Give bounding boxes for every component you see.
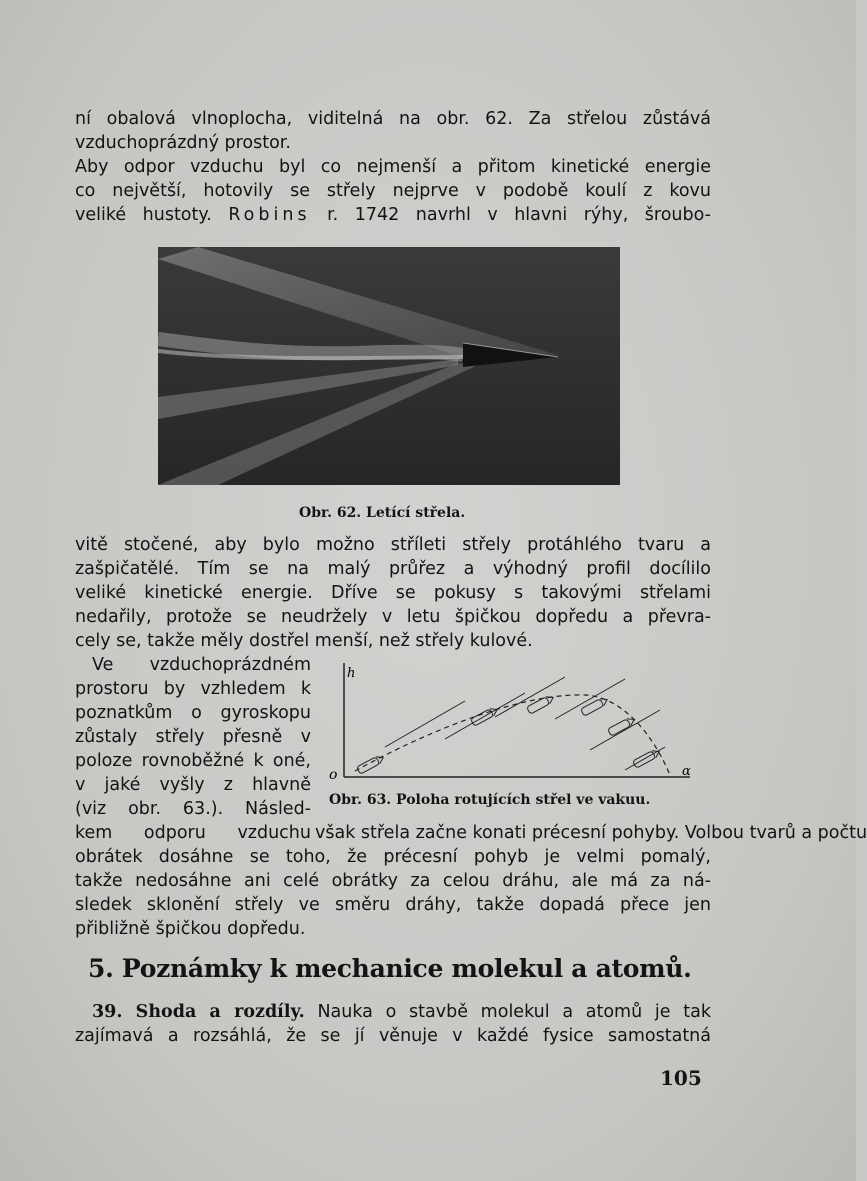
text-line: co největší, hotovily se střely nejprve v podobě koulí z kovu [75, 181, 711, 201]
text-line: vzduchoprázdný prostor. [75, 133, 291, 153]
text-line: ní obalová vlnoplocha, viditelná na obr. 62. Za střelou zůstává [75, 109, 711, 129]
text-fragment: Nauka o stavbě molekul a atomů je tak [317, 1002, 711, 1022]
text-line: cely se, takže měly dostřel menší, než střely kulové. [75, 631, 533, 651]
text-line: sledek sklonění střely ve směru dráhy, takže dopadá přece jen [75, 895, 711, 915]
page-number: 105 [660, 1066, 702, 1090]
bullet-photo-drawing [158, 247, 620, 485]
text-line: prostoru by vzhledem k [75, 679, 311, 699]
text-line [75, 203, 711, 227]
text-line: zašpičatělé. Tím se na malý průřez a výhodný profil docílilo [75, 559, 711, 579]
text-line: přibližně špičkou dopředu. [75, 919, 306, 939]
text-line: kem odporu vzduchu [75, 823, 311, 843]
figure-63-caption: Obr. 63. Poloha rotujících střel ve vakuu. [329, 792, 651, 808]
text-fragment: veliké hustoty. [75, 205, 212, 225]
text-line: zůstaly střely přesně v [75, 727, 311, 747]
text-line [92, 1000, 711, 1024]
paragraph-lead: 39. Shoda a rozdíly. [92, 1002, 305, 1022]
figure-62-caption: Obr. 62. Letící střela. [299, 505, 466, 521]
y-axis-label: h [347, 666, 356, 681]
text-line: veliké kinetické energie. Dříve se pokusy s takovými střelami [75, 583, 711, 603]
bullet-marks [357, 677, 665, 774]
text-line: nedařily, protože se neudržely v letu špičkou dopředu a převra- [75, 607, 711, 627]
text-line: Aby odpor vzduchu byl co nejmenší a přitom kinetické energie [75, 157, 711, 177]
text-line: poloze rovnoběžné k oné, [75, 751, 311, 771]
text-line: zajímavá a rozsáhlá, že se jí věnuje v každé fysice samostatná [75, 1026, 711, 1046]
text-line: poznatkům o gyroskopu [75, 703, 311, 723]
author-name: Robins [228, 205, 311, 225]
text-fragment: r. 1742 navrhl v hlavni rýhy, šroubo- [327, 205, 711, 225]
text-line: však střela začne konati précesní pohyby. Volbou tvarů a počtu [315, 823, 867, 843]
trajectory-diagram [325, 655, 700, 785]
section-heading: 5. Poznámky k mechanice molekul a atomů. [88, 954, 692, 983]
text-line: takže nedosáhne ani celé obrátky za celou dráhu, ale má za ná- [75, 871, 711, 891]
text-line: vitě stočené, aby bylo možno stříleti střely protáhlého tvaru a [75, 535, 711, 555]
bullet-photo [158, 247, 620, 485]
origin-label: o [329, 767, 338, 783]
text-line: (viz obr. 63.). Násled- [75, 799, 311, 819]
x-axis-label: α [682, 764, 691, 779]
text-line: obrátek dosáhne se toho, že précesní pohyb je velmi pomalý, [75, 847, 711, 867]
text-line: v jaké vyšly z hlavně [75, 775, 311, 795]
text-line: Ve vzduchoprázdném [92, 655, 311, 675]
